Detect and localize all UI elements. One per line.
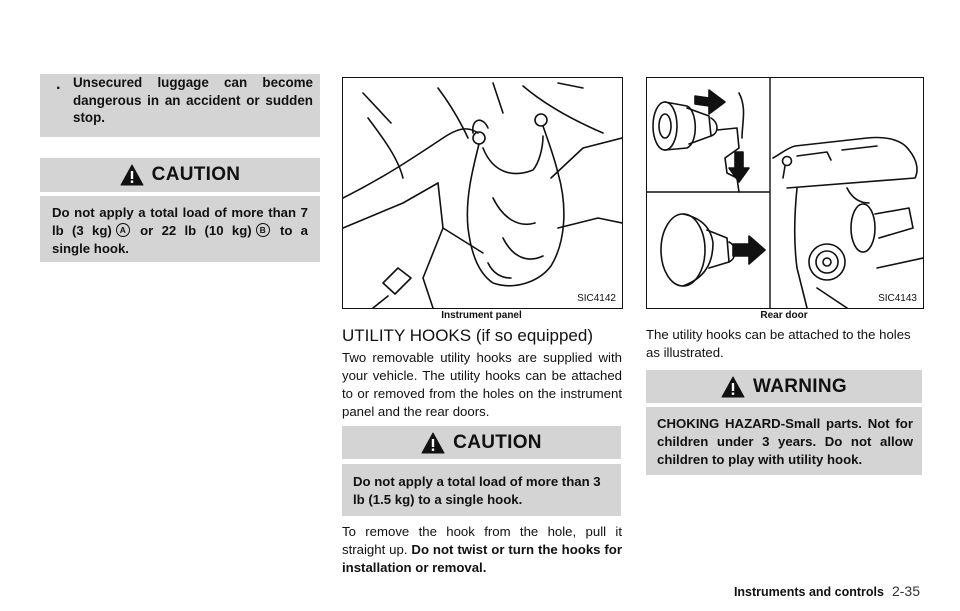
caution-text-1c: to a single hook. [52, 223, 309, 256]
callout-b-icon: B [256, 223, 270, 237]
instrument-panel-illustration [343, 78, 622, 308]
paragraph-removal [342, 523, 622, 577]
paragraph-attach: The utility hooks can be attached to the holes as illustrated. [646, 327, 911, 360]
section-title: UTILITY HOOKS (if so equipped) [342, 326, 594, 345]
footer-section: Instruments and controls [733, 585, 884, 599]
figure-caption-2: Rear door [760, 310, 808, 321]
figure-rear-door [646, 77, 924, 309]
page-footer [734, 583, 920, 599]
rear-door-illustration [647, 78, 923, 308]
bullet-note [40, 74, 320, 137]
caution-heading-1 [40, 158, 320, 192]
caution-text-1 [52, 204, 308, 258]
caution-text-1b: or 22 lb (10 kg) [140, 223, 252, 238]
paragraph-intro: Two removable utility hooks are supplied with your vehicle. The utility hooks can be attached to or removed from the holes on the instrument panel and the rear doors. [342, 350, 622, 419]
page-number: 2-35 [891, 583, 920, 599]
warning-triangle-icon [421, 432, 445, 454]
paragraph-removal-bold: Do not twist or turn the hooks for installation or removal. [342, 542, 622, 575]
warning-label: WARNING [753, 375, 847, 397]
caution-body-2 [342, 464, 621, 516]
figure-code-1: SIC4142 [577, 293, 616, 304]
warning-triangle-icon [721, 376, 745, 398]
figure-caption-1: Instrument panel [441, 310, 522, 321]
caution-heading-2 [342, 426, 621, 459]
bullet-text: Unsecured luggage can become dangerous in an accident or sudden stop. [73, 75, 313, 125]
warning-body [646, 407, 922, 475]
caution-text-1a: Do not apply a total load of more than 7 lb (3 kg) [52, 205, 308, 238]
callout-a-icon: A [116, 223, 130, 237]
warning-text: CHOKING HAZARD-Small parts. Not for children under 3 years. Do not allow children to play with utility hook. [657, 416, 913, 467]
figure-instrument-panel [342, 77, 623, 309]
bullet-marker: . [56, 76, 61, 93]
caution-body-1 [40, 196, 320, 262]
paragraph-removal-normal: To remove the hook from the hole, pull it straight up. [342, 524, 622, 557]
caution-text-2: Do not apply a total load of more than 3 lb (1.5 kg) to a single hook. [353, 474, 601, 507]
warning-heading [646, 370, 922, 403]
figure-code-2: SIC4143 [878, 293, 917, 304]
caution-label-2: CAUTION [453, 431, 542, 453]
warning-triangle-icon [120, 164, 144, 186]
caution-label-1: CAUTION [151, 164, 241, 185]
